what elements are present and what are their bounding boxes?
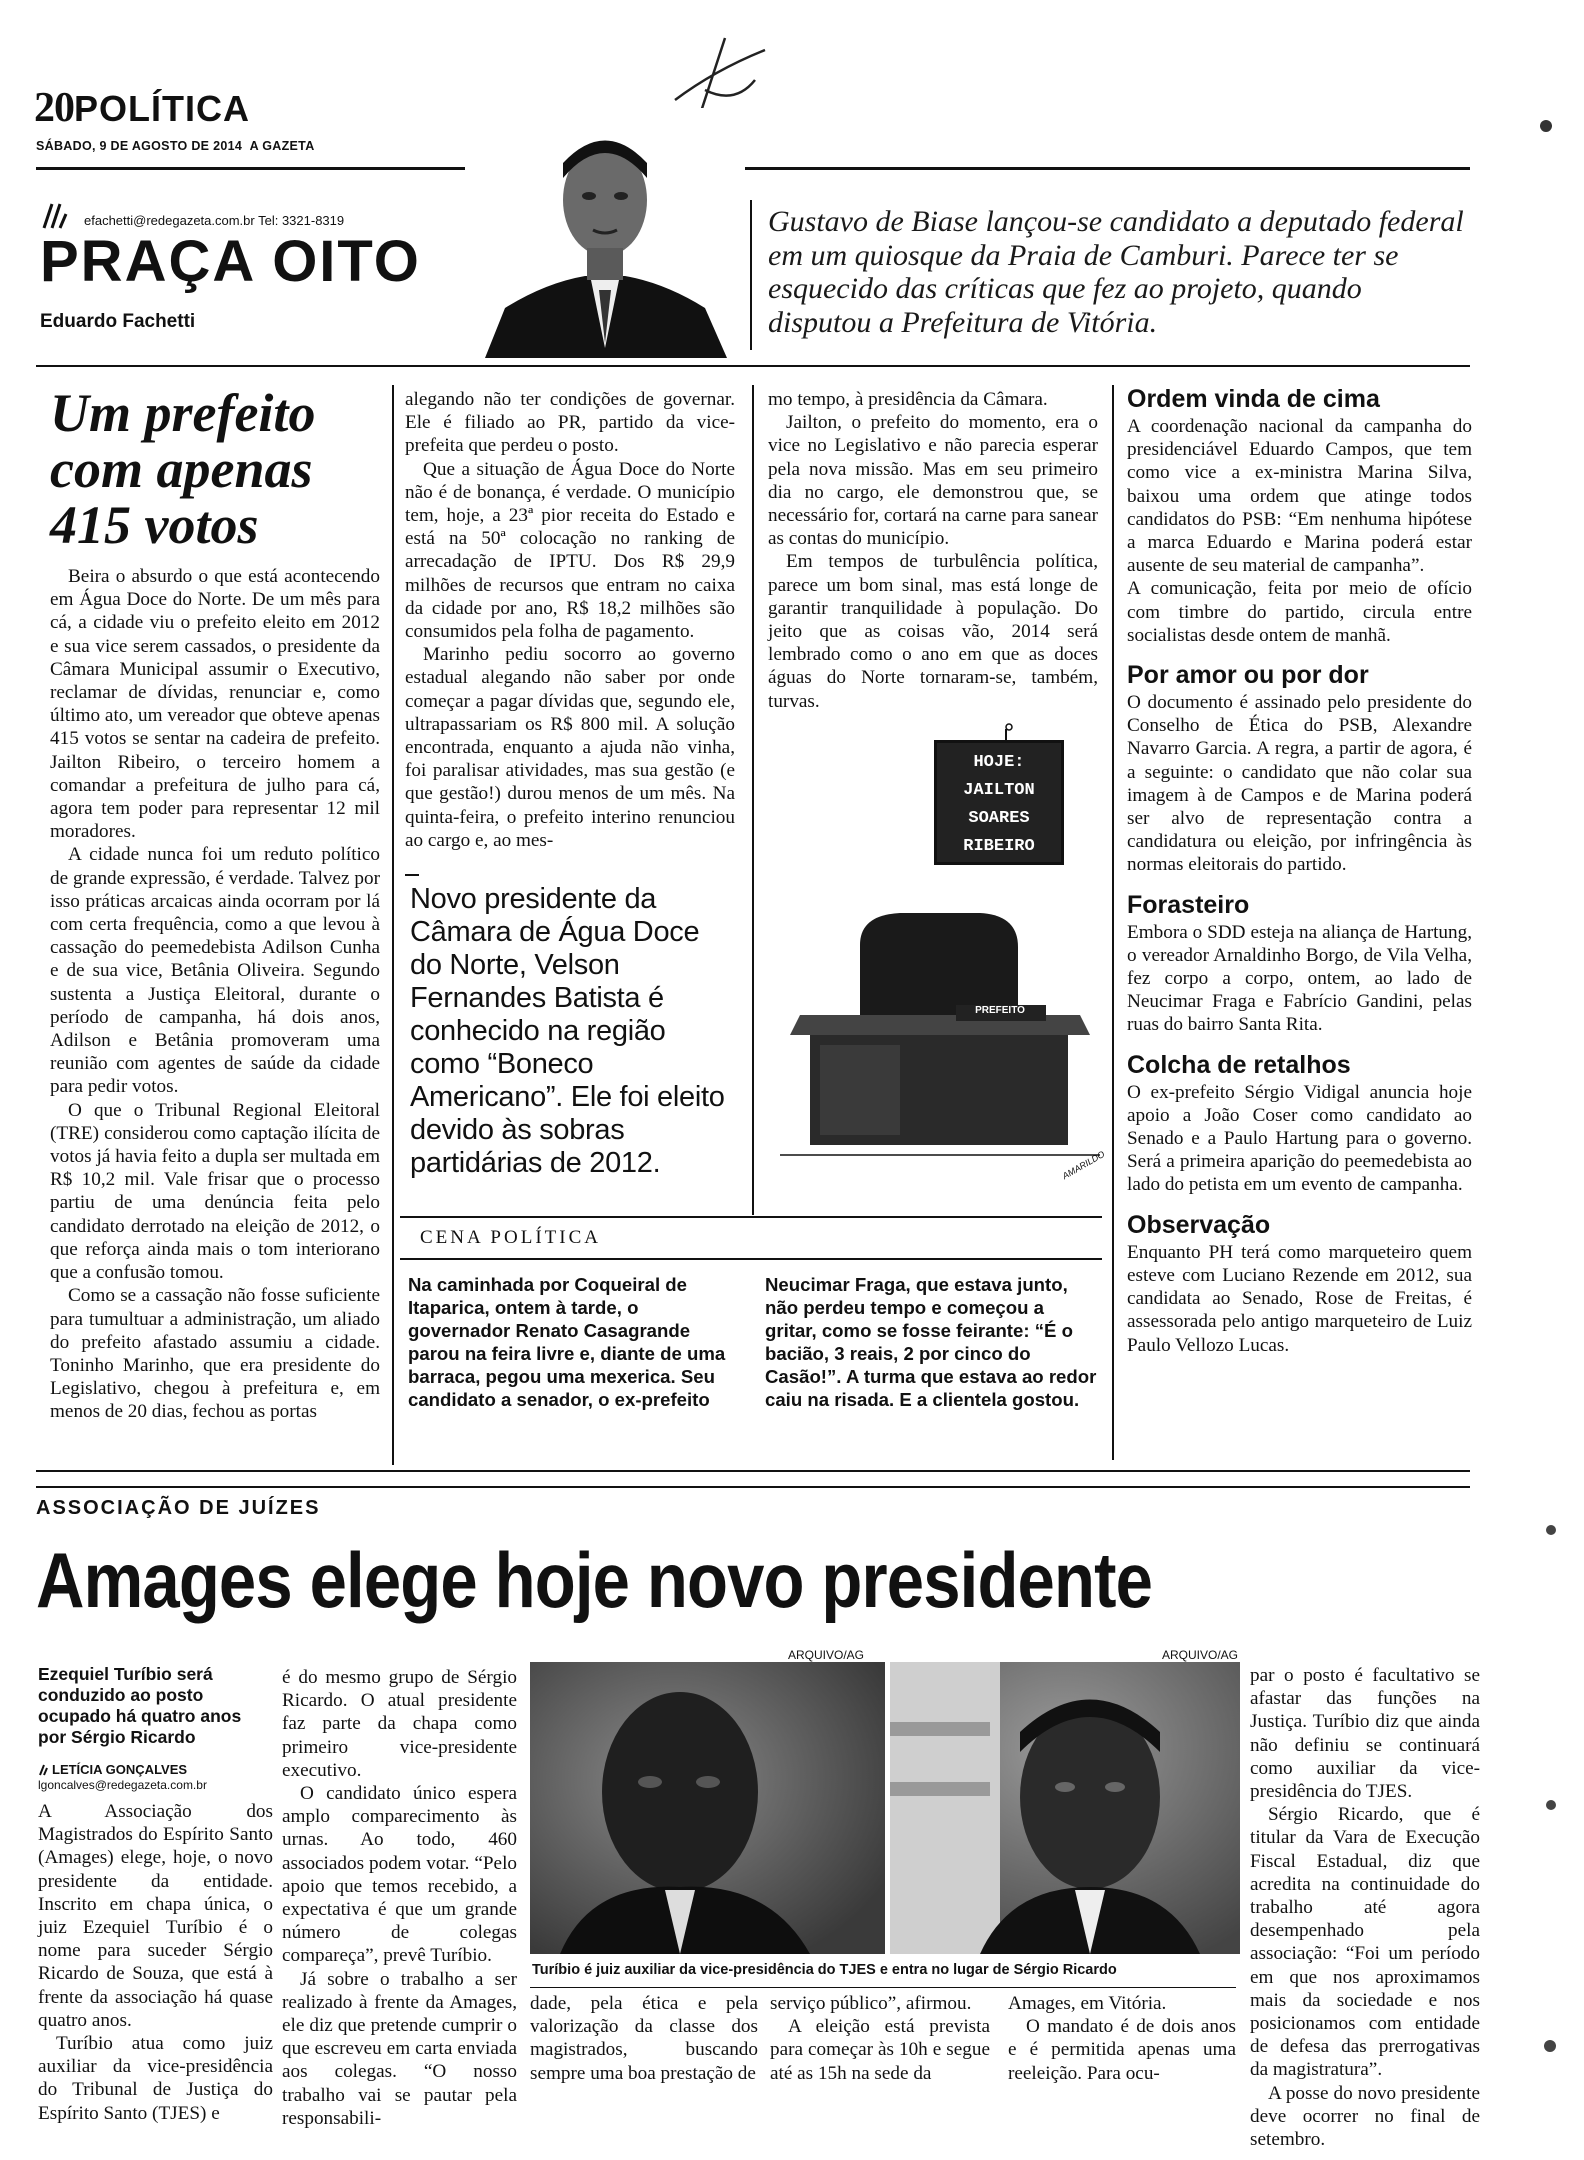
column-contact: efachetti@redegazeta.com.br Tel: 3321-8319 (84, 213, 345, 228)
cartoon-signature: AMARILDO (1060, 1148, 1107, 1182)
cartoon-drawing (760, 715, 1110, 1195)
story-col1 (38, 1800, 273, 2125)
story-col4 (770, 1992, 990, 2085)
sign-line: SOARES (968, 809, 1030, 828)
note-title: Observação (1127, 1210, 1271, 1239)
sign-line: JAILTON (963, 781, 1035, 800)
binder-hole (1540, 120, 1552, 132)
byline (38, 1761, 187, 1779)
paragraph: Beira o absurdo o que está acontecendo em Água Doce do Norte. De um mês para cá, a cidade viu o prefeito eleito em 2012 e sua vice serem cassados, o presidente da Câmara Municipal assumir o Executivo, reclamar de dívidas, renunciar e, como último ato, um vereador que obteve apenas 415 votos se sentar na cadeira de prefeito. Jailton Ribeiro, o terceiro homem a comandar a prefeitura de julho para cá, agora tem poder para representar 12 mil moradores. (50, 566, 380, 843)
story-headline: Amages elege hoje novo presidente (36, 1536, 1153, 1624)
caption-rule (530, 1987, 1236, 1988)
note-title: Colcha de retalhos (1127, 1050, 1351, 1079)
story-deck: Ezequiel Turíbio será conduzido ao posto ocupado há quatro anos por Sérgio Ricardo (38, 1664, 242, 1747)
intro-quote: Gustavo de Biase lançou-se candidato a deputado federal em um quiosque da Praia de Camburi. Parece ter se esquecido das críticas que fez ao projeto, quando disputou a Prefeitura de Vitória. (768, 205, 1464, 339)
note-text: Enquanto PH terá como marqueteiro quem esteve com Luciano Rezende em 2012, sua candidata ao Senado, Rose de Freitas, é assessorada pelo antigo marqueteiro de Luiz Paulo Vellozo Lucas. (1127, 1241, 1472, 1356)
photo-sergio-ricardo (890, 1662, 1240, 1954)
cena-rule-bottom (400, 1258, 1102, 1260)
cena-rule-top (400, 1216, 1102, 1218)
pull-quote-mark (405, 874, 419, 876)
cena-text-part2: Neucimar Fraga, que estava junto, não perdeu tempo e começou a gritar, como se fosse feirante: “É o bacião, 3 reais, 2 por cinco do Casão!”. A turma que estava ao redor caiu na risada. E a clientela gostou. (765, 1274, 1097, 1410)
column-title: PRAÇA OITO (40, 229, 421, 294)
column-heading-rule (36, 365, 1470, 367)
main-headline: Um prefeito com apenas 415 votos (50, 383, 316, 555)
columnist-photo (465, 108, 745, 358)
sign-line: RIBEIRO (963, 837, 1035, 856)
header-rule (36, 167, 1470, 170)
paragraph: Jailton, o prefeito do momento, era o vice no Legislativo e não parecia esperar pela nova missão. Mas em seu primeiro dia no cargo, ele demonstrou que, se necessário for, cortará na carne para sanear as contas do município. (768, 412, 1099, 550)
column-author: Eduardo Fachetti (40, 311, 196, 332)
paragraph: mo tempo, à presidência da Câmara. (768, 389, 1048, 410)
desk-plate: PREFEITO (975, 1005, 1025, 1016)
note-title: Por amor ou por dor (1127, 661, 1369, 690)
paragraph: Como se a cassação não fosse suficiente para tumultuar a administração, um aliado do prefeito afastado assumiu a cidade. Toninho Marinho, que era presidente do Legislativo, chegou à prefeitura e, em menos de 20 dias, fechou as portas (50, 1285, 380, 1423)
paragraph: Em tempos de turbulência política, parece um bom sinal, mas está longe de garantir tranquilidade à população. Do jeito que as coisas vão, 2014 será lembrado como o ano em que as doces águas do Norte tornaram-se, também, turvas. (768, 551, 1098, 712)
note-text: A comunicação, feita por meio de ofício com timbre do partido, circula entre socialistas desde ontem de manhã. (1127, 578, 1472, 646)
story-col6 (1250, 1664, 1480, 2151)
cena-text-part1: Na caminhada por Coqueiral de Itaparica, ontem à tarde, o governador Renato Casagrande parou na feira livre e, diante de uma barraca, pegou uma mexerica. Seu candidato a senador, o ex-prefeito (408, 1274, 726, 1410)
note-text: A coordenação nacional da campanha do presidenciável Eduardo Campos, que tem como vice a ex-ministra Marina Silva, baixou uma ordem que atinge todos candidatos do PSB: “Em nenhuma hipótese a marca Eduardo e Marina poderá estar ausente de seu material de campanha”. (1127, 416, 1472, 577)
column-logo-icon (38, 200, 68, 230)
paragraph: O mandato é de dois anos e é permitida apenas uma reeleição. Para ocu- (1008, 2016, 1236, 2084)
publication-name: A GAZETA (249, 139, 315, 153)
column-divider (392, 385, 394, 1465)
photo-turibio (530, 1662, 885, 1954)
main-story-col1 (50, 565, 380, 1424)
paragraph: A cidade nunca foi um reduto político de grande expressão, é verdade. Talvez por isso práticas arcaicas ainda ocorram por lá com certa frequência, como a que levou à cassação do peemedebista Adilson Cunha e de sua vice, Betânia Oliveira. Segundo sustenta a Justiça Eleitoral, durante o período de campanha, há dois anos, Adilson e Betânia promoveram uma reunião com agentes de saúde da cidade para pedir votos. (50, 844, 380, 1098)
paragraph: O que o Tribunal Regional Eleitoral (TRE) considerou como captação ilícita de votos já havia feito a dupla ser multada em R$ 10,2 mil. Vale frisar que o processo partiu de uma denúncia feita pelo candidato derrotado na eleição de 2012, o que reforça ainda mais o tom interiorano que a confusão tomou. (50, 1099, 380, 1284)
cena-label: CENA POLÍTICA (420, 1227, 601, 1248)
issue-date: SÁBADO, 9 DE AGOSTO DE 2014 (36, 139, 243, 153)
byline-name: LETÍCIA GONÇALVES (52, 1762, 188, 1777)
story-col5 (1008, 1992, 1236, 2085)
notes-column (1127, 385, 1472, 1357)
paragraph: A eleição está prevista para começar às 10h e segue até as 15h na sede da (770, 2016, 990, 2084)
story-rule (36, 1486, 1470, 1488)
column-divider (750, 200, 752, 350)
note-text: Embora o SDD esteja na aliança de Hartung, o vereador Arnaldinho Borgo, de Vila Velha, fez corpo a corpo, ontem, ao lado de Neucimar Fraga e Fabrício Gandini, pelas ruas do bairro Santa Rita. (1127, 921, 1472, 1036)
story-col2 (282, 1666, 517, 2130)
paragraph: dade, pela ética e pela valorização da classe dos magistrados, buscando sempre uma boa prestação de (530, 1993, 758, 2084)
paragraph: serviço público”, afirmou. (770, 1993, 972, 2014)
note-text: O ex-prefeito Sérgio Vidigal anuncia hoje apoio a João Coser como candidato ao Senado e a Paulo Hartung para o governo. Será a primeira aparição do peemedebista ao lado do petista em um evento de campanha. (1127, 1081, 1472, 1196)
dateline (36, 139, 315, 153)
paragraph: A Associação dos Magistrados do Espírito Santo (Amages) elege, hoje, o novo presidente da entidade. Inscrito em chapa única, o juiz Ezequiel Turíbio é o nome para suceder Sérgio Ricardo de Souza, que está à frente da associação há quase quatro anos. (38, 1801, 273, 2031)
note-text: O documento é assinado pelo presidente do Conselho de Ética do PSB, Alexandre Navarro Garcia. A regra, a partir de agora, é a seguinte: o candidato que não colar sua imagem à de Campos e de Marina poderá ser alvo de representação contra a candidatura ou eleição, por infringência às normas eleitorais do partido. (1127, 692, 1472, 876)
pull-quote: Novo presidente da Câmara de Água Doce do Norte, Velson Fernandes Batista é conhecido na região como “Boneco Americano”. Ele foi eleito devido às sobras partidárias de 2012. (410, 883, 725, 1179)
column-divider (1112, 385, 1114, 1460)
cartoon (760, 715, 1110, 1195)
section-separator (36, 1470, 1470, 1472)
note-title: Forasteiro (1127, 890, 1250, 919)
sign-line: HOJE: (973, 753, 1025, 772)
story-col3 (530, 1992, 758, 2085)
paragraph: O candidato único espera amplo comparecimento às urnas. Ao todo, 460 associados podem votar. “Pelo apoio que temos recebido, a expectativa é que um grande número de colegas compareça”, prevê Turíbio. (282, 1783, 517, 1967)
story-kicker: ASSOCIAÇÃO DE JUÍZES (36, 1497, 321, 1519)
byline-email: lgoncalves@redegazeta.com.br (38, 1778, 207, 1792)
main-story-col3 (768, 388, 1098, 713)
paragraph: par o posto é facultativo se afastar das funções na Justiça. Turíbio diz que ainda não definiu se continuará como auxiliar da vice-presidência do TJES. (1250, 1665, 1480, 1803)
section-heading (34, 84, 250, 132)
paragraph: Que a situação de Água Doce do Norte não é de bonança, é verdade. O município tem, hoje, a 23ª pior receita do Estado e está na 50ª colocação no ranking de arrecadação de IPTU. Dos R$ 29,9 milhões de recursos que entram no caixa da cidade por ano, R$ 18,2 milhões são consumidos pela folha de pagamento. (405, 458, 735, 643)
binder-hole (1546, 1800, 1556, 1810)
photo-credit: ARQUIVO/AG (1162, 1648, 1239, 1662)
paragraph: Já sobre o trabalho a ser realizado à frente da Amages, ele diz que pretende cumprir o que escreveu em carta enviada aos colegas. “O nosso trabalho vai se pautar pela responsabili- (282, 1968, 517, 2129)
column-divider (752, 385, 754, 1215)
paragraph: Amages, em Vitória. (1008, 1993, 1167, 2014)
binder-hole (1546, 1525, 1556, 1535)
binder-hole (1544, 2040, 1556, 2052)
section-name: POLÍTICA (74, 88, 250, 129)
photo-credit: ARQUIVO/AG (788, 1648, 865, 1662)
page-number: 20 (34, 85, 74, 131)
paragraph: A posse do novo presidente deve ocorrer no final de setembro. (1250, 2082, 1480, 2151)
paragraph: Marinho pediu socorro ao governo estadual alegando não saber por onde começar a pagar dívidas que, segundo ele, ultrapassariam os R$ 800 mil. A solução encontrada, enquanto a ajuda não vinha, foi paralisar atividades, mas sua gestão (e que gestão!) durou menos de um mês. Na quinta-feira, o prefeito interino renunciou ao cargo e, ao mes- (405, 644, 735, 851)
photo-caption: Turíbio é juiz auxiliar da vice-presidência do TJES e entra no lugar de Sérgio Ricardo (532, 1962, 1117, 1978)
paragraph: Sérgio Ricardo, que é titular da Vara de Execução Fiscal Estadual, diz que acredita na continuidade do trabalho até agora desempenhado pela associação: “Foi um período em que nos aproximamos mais da sociedade e nos posicionamos com entidade de defesa das prerrogativas da magistratura”. (1250, 1804, 1480, 2081)
paragraph: é do mesmo grupo de Sérgio Ricardo. O atual presidente faz parte da chapa como primeiro vice-presidente executivo. (282, 1667, 517, 1781)
note-title: Ordem vinda de cima (1127, 385, 1380, 413)
paragraph: alegando não ter condições de governar. Ele é filiado ao PR, partido da vice-prefeita que perdeu o posto. (405, 389, 735, 457)
main-story-col2 (405, 388, 735, 852)
paragraph: Turíbio atua como juiz auxiliar da vice-presidência do Tribunal de Justiça do Espírito Santo (TJES) e (38, 2033, 273, 2124)
byline-icon (38, 1764, 48, 1776)
